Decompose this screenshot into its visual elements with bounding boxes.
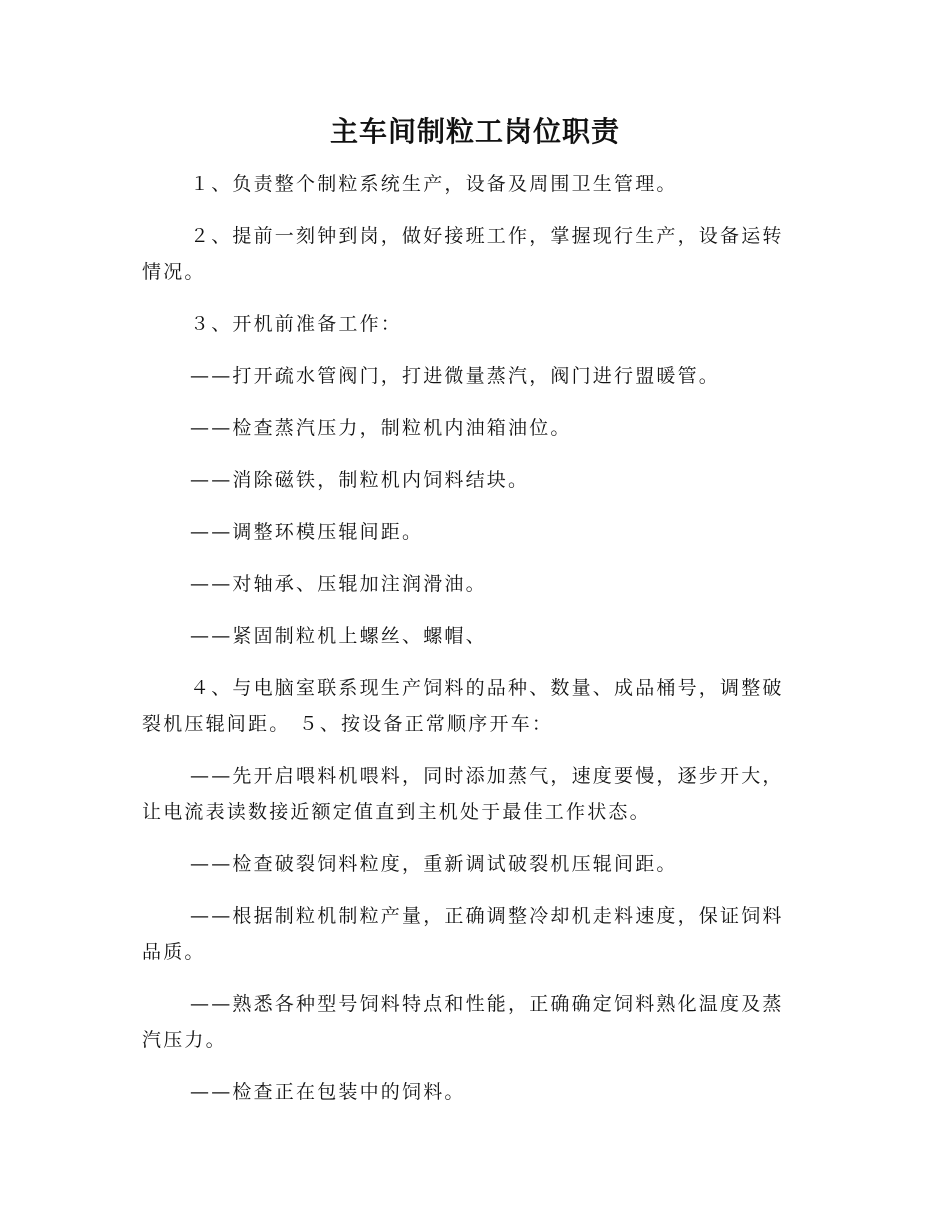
paragraph-5-item-1: ——先开启喂料机喂料，同时添加蒸气，速度要慢，逐步开大，让电流表读数接近额定值直到主机处于最佳工作状态。 — [142, 765, 784, 823]
paragraph-5-item-5: ——检查正在包装中的饲料。 — [190, 1081, 466, 1103]
document-body — [142, 166, 802, 1126]
paragraph-2: ２、提前一刻钟到岗，做好接班工作，掌握现行生产，设备运转情况。 — [142, 225, 784, 283]
paragraph-5-item-4: ——熟悉各种型号饲料特点和性能，正确确定饲料熟化温度及蒸汽压力。 — [142, 993, 784, 1051]
paragraph-3-item-5: ——对轴承、压辊加注润滑油。 — [190, 573, 487, 595]
paragraph-5-item-2: ——检查破裂饲料粒度，重新调试破裂机压辊间距。 — [190, 853, 678, 875]
paragraph-3-item-1: ——打开疏水管阀门，打进微量蒸汽，阀门进行盟暖管。 — [190, 365, 721, 387]
page-title: 主车间制粒工岗位职责 — [329, 115, 620, 148]
paragraph-3-item-6: ——紧固制粒机上螺丝、螺帽、 — [190, 625, 487, 647]
paragraph-3-item-2: ——检查蒸汽压力，制粒机内油箱油位。 — [190, 417, 572, 439]
paragraph-1: １、负责整个制粒系统生产，设备及周围卫生管理。 — [190, 173, 678, 195]
paragraph-3-item-4: ——调整环模压辊间距。 — [190, 521, 424, 543]
paragraph-5-item-3: ——根据制粒机制粒产量，正确调整冷却机走料速度，保证饲料品质。 — [142, 905, 784, 963]
paragraph-3: ３、开机前准备工作： — [190, 313, 403, 335]
paragraph-4-5: ４、与电脑室联系现生产饲料的品种、数量、成品桶号，调整破裂机压辊间距。 ５、按设备正常顺序开车： — [142, 677, 784, 735]
paragraph-3-item-3: ——消除磁铁，制粒机内饲料结块。 — [190, 469, 530, 491]
